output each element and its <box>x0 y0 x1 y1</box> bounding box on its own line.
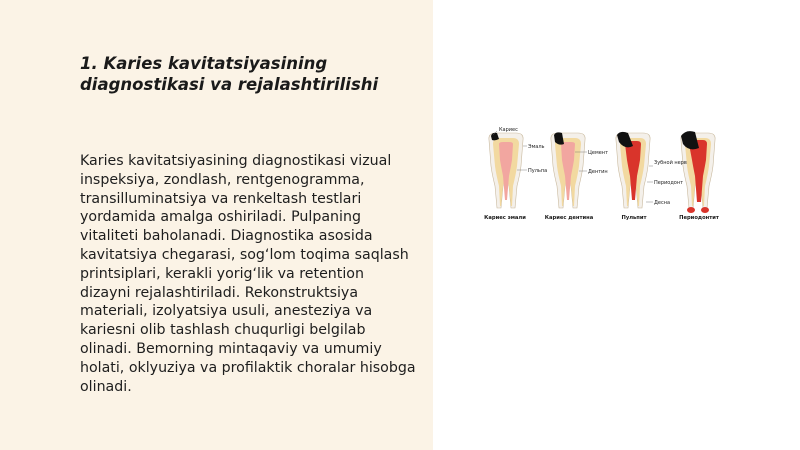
tooth-pulpitis <box>616 132 650 208</box>
label-periodontium: Периодонт <box>654 180 684 186</box>
caption-periodontitis: Периодонтит <box>679 215 719 221</box>
label-cementum: Цемент <box>588 150 608 156</box>
caption-enamel-caries: Кариес эмали <box>484 215 526 221</box>
caption-dentin-caries: Кариес дентина <box>544 215 594 221</box>
label-tooth-nerve: Зубной нерв <box>654 160 687 166</box>
tooth-periodontitis <box>681 131 715 213</box>
tooth-dentin-caries <box>551 132 585 208</box>
label-caries: Кариес <box>499 127 518 133</box>
slide-title: 1. Karies kavitatsiyasining diagnostikasi va rejalashtirilishi <box>80 54 379 94</box>
tooth-enamel-caries <box>489 133 523 208</box>
label-gum: Десна <box>654 200 671 206</box>
label-enamel: Эмаль <box>528 144 545 150</box>
tooth-caries-stages-illustration <box>483 126 725 222</box>
label-dentin: Дентин <box>588 169 608 175</box>
slide-body-text: Karies kavitatsiyasining diagnostikasi vizual inspeksiya, zondlash, rentgenogramma, transilluminatsiya va renkeltash testlari yordamida amalga oshiriladi. Pulpaning vitaliteti baholanadi. Diagnostika asosida kavitatsiya chegarasi, sog‘lom toqima saqlash printsiplari, kerakli yorig‘lik va retention dizayni rejalashtiriladi. Rekonstruktsiya materiali, izolyatsiya usuli, anesteziya va kariesni olib tashlash chuqurligi belgilab olinadi. Bemorning mintaqaviy va umumiy holati, oklyuziya va profilaktik choralar hisobga olinadi. <box>80 153 416 395</box>
label-pulp: Пульпа <box>528 168 548 174</box>
caption-pulpitis: Пульпит <box>621 215 647 221</box>
